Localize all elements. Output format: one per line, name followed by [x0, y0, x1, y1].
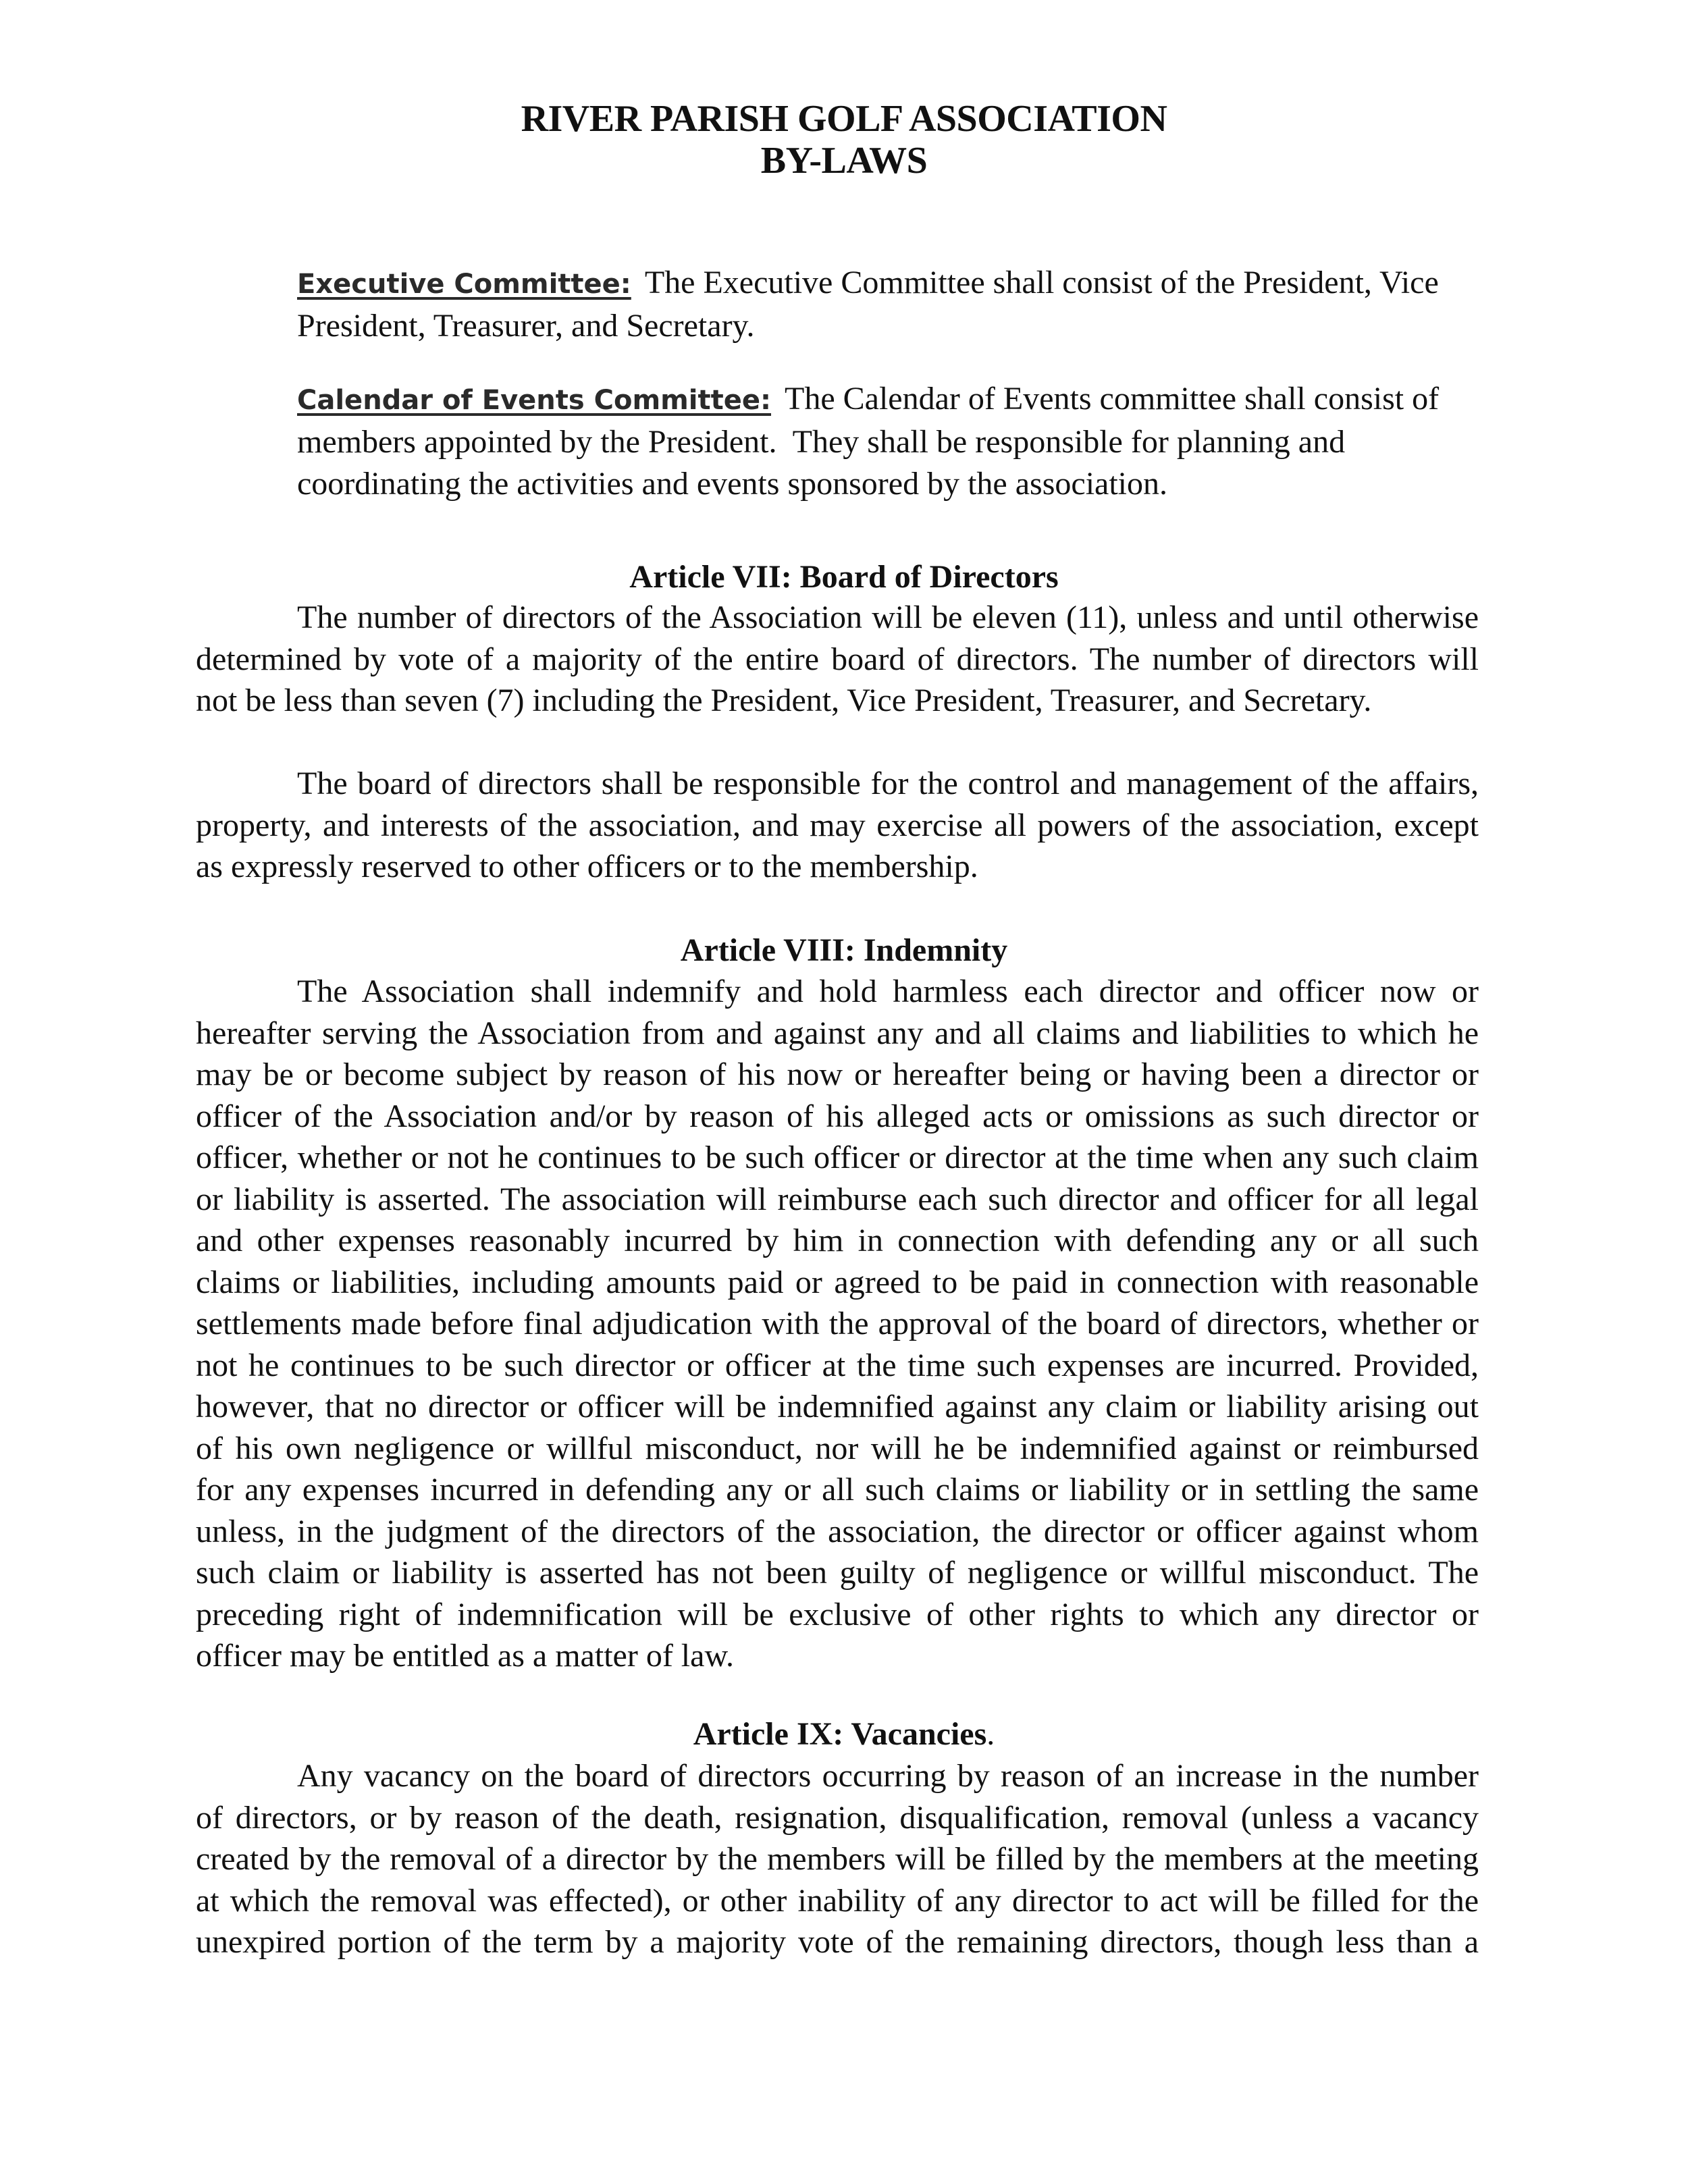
paragraph-line: hereafter serving the Association from and against any and all claims and liabilities to which he: [196, 1015, 1479, 1051]
calendar-committee-text-line: The Calendar of Events committee shall consist of: [785, 381, 1440, 417]
paragraph-line: however, that no director or officer will be indemnified against any claim or liability arising out: [196, 1389, 1479, 1424]
paragraph-line: property, and interests of the association, and may exercise all powers of the association, except: [196, 807, 1479, 843]
title-line-bylaws: BY-LAWS: [760, 140, 928, 182]
paragraph-line: unexpired portion of the term by a majority vote of the remaining directors, though less than a: [196, 1924, 1479, 1960]
executive-committee-text-line: President, Treasurer, and Secretary.: [297, 308, 755, 344]
article-ix-heading: [0, 1713, 1688, 1755]
calendar-committee-label: Calendar of Events Committee:: [297, 385, 772, 416]
paragraph-line: may be or become subject by reason of his now or hereafter being or having been a director or: [196, 1057, 1479, 1092]
paragraph-line: unless, in the judgment of the directors of the association, the director or officer against whom: [196, 1513, 1479, 1549]
document-title: [0, 98, 1688, 182]
calendar-committee-text-line: coordinating the activities and events sponsored by the association.: [297, 466, 1168, 502]
paragraph-line: of his own negligence or willful misconduct, nor will he be indemnified against or reimbursed: [196, 1430, 1479, 1466]
executive-committee-text-line: The Executive Committee shall consist of the President, Vice: [644, 265, 1439, 300]
paragraph-line: of directors, or by reason of the death, resignation, disqualification, removal (unless a vacancy: [196, 1799, 1479, 1836]
paragraph-line: Any vacancy on the board of directors occurring by reason of an increase in the number: [297, 1758, 1479, 1794]
paragraph-line: determined by vote of a majority of the entire board of directors. The number of directors will: [196, 641, 1479, 677]
paragraph-line: and other expenses reasonably incurred by him in connection with defending any or all such: [196, 1223, 1479, 1258]
paragraph-line: The board of directors shall be responsible for the control and management of the affairs,: [297, 766, 1479, 801]
paragraph-line: such claim or liability is asserted has not been guilty of negligence or willful misconduct. The: [196, 1555, 1479, 1591]
article-viii-heading: Article VIII: Indemnity: [680, 932, 1008, 968]
paragraph-line: claims or liabilities, including amounts paid or agreed to be paid in connection with reasonable: [196, 1264, 1479, 1300]
paragraph-line: The number of directors of the Association will be eleven (11), unless and until otherwise: [297, 600, 1479, 635]
paragraph-line: for any expenses incurred in defending any or all such claims or liability or in settling the same: [196, 1472, 1479, 1508]
paragraph-line: preceding right of indemnification will be exclusive of other rights to which any director or: [196, 1596, 1479, 1632]
paragraph-line: officer may be entitled as a matter of law.: [196, 1638, 734, 1674]
article-vii-paragraph-2: [196, 763, 1479, 888]
article-vii-heading: Article VII: Board of Directors: [629, 559, 1059, 595]
paragraph-line: or liability is asserted. The association will reimburse each such director and officer for all legal: [196, 1181, 1479, 1217]
paragraph-line: The Association shall indemnify and hold harmless each director and officer now or: [297, 974, 1479, 1009]
article-ix-heading-text: Article IX: Vacancies: [693, 1716, 987, 1752]
paragraph-line: created by the removal of a director by the members will be filled by the members at the meeting: [196, 1841, 1479, 1877]
article-ix-paragraph-1: [196, 1755, 1479, 1963]
executive-committee-label: Executive Committee:: [297, 269, 631, 300]
calendar-committee-text-line: members appointed by the President. They shall be responsible for planning and: [297, 424, 1346, 460]
article-viii-paragraph-1: [196, 971, 1479, 1677]
paragraph-line: settlements made before final adjudication with the approval of the board of directors, whether or: [196, 1306, 1479, 1341]
title-line-organization: RIVER PARISH GOLF ASSOCIATION: [521, 98, 1167, 140]
paragraph-line: not he continues to be such director or officer at the time such expenses are incurred. Provided,: [196, 1347, 1479, 1383]
paragraph-line: not be less than seven (7) including the President, Vice President, Treasurer, and Secretary.: [196, 683, 1372, 718]
paragraph-line: as expressly reserved to other officers or to the membership.: [196, 849, 978, 884]
calendar-committee-section: [297, 378, 1479, 505]
article-vii-paragraph-1: [196, 597, 1479, 722]
article-ix-heading-period: .: [986, 1716, 995, 1752]
paragraph-line: at which the removal was effected), or other inability of any director to act will be filled for the: [196, 1882, 1479, 1919]
executive-committee-section: [297, 262, 1479, 347]
paragraph-line: officer of the Association and/or by reason of his alleged acts or omissions as such director or: [196, 1098, 1479, 1134]
paragraph-line: officer, whether or not he continues to be such officer or director at the time when any such claim: [196, 1140, 1479, 1175]
